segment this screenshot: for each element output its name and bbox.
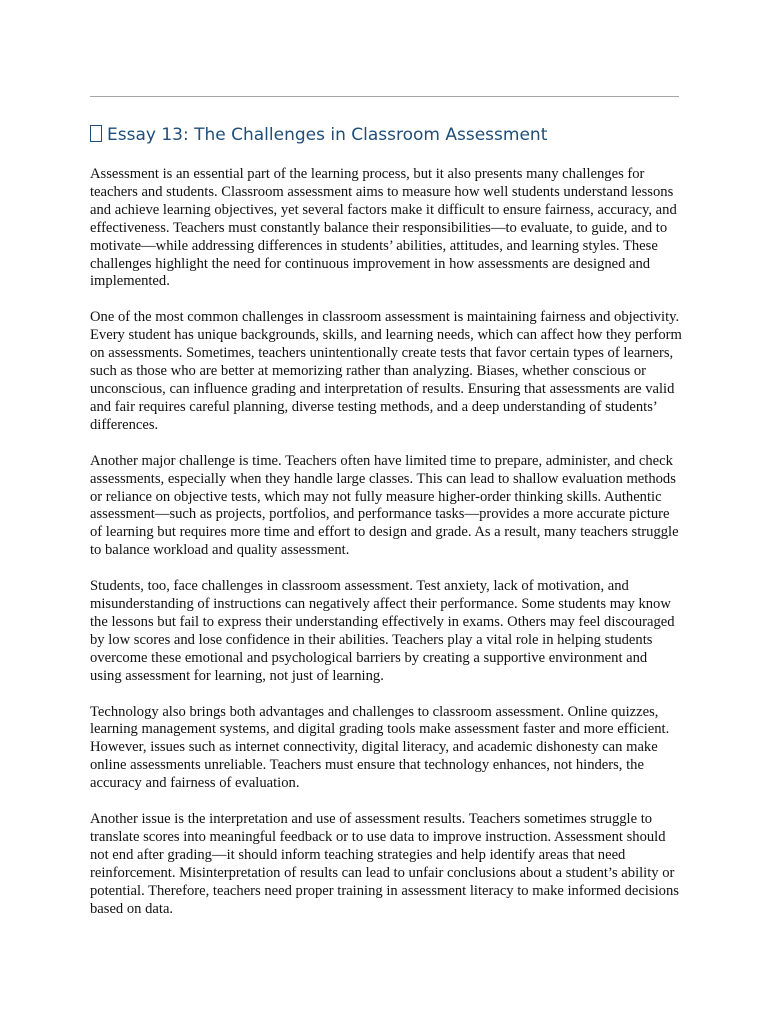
paragraph: Technology also brings both advantages and challenges to classroom assessment. Online quizzes, learning management systems, and digital grading tools make assessment faster and more efficient. However, issues such as internet connectivity, digital literacy, and academic dishonesty can make online assessments unreliable. Teachers must ensure that technology enhances, not hinders, the accuracy and fairness of evaluation. [90,703,670,792]
horizontal-rule [90,96,679,97]
paragraph: Students, too, face challenges in classroom assessment. Test anxiety, lack of motivation, and misunderstanding of instructions can negatively affect their performance. Some students may know the lessons but fail to express their understanding effectively in exams. Others may feel discouraged by low scores and lose confidence in their abilities. Teachers play a vital role in helping students overcome these emotional and psychological barriers by creating a supportive environment and using assessment for learning, not just of learning. [90,578,675,684]
paragraph: Assessment is an essential part of the learning process, but it also presents many challenges for teachers and students. Classroom assessment aims to measure how well students understand lessons and achieve learning objectives, yet several factors make it difficult to ensure fairness, accuracy, and effectiveness. Teachers must constantly balance their responsibilities—to evaluate, to guide, and to motivate—while addressing differences in students’ abilities, attitudes, and learning styles. These challenges highlight the need for continuous improvement in how assessments are designed and implemented. [90,166,677,290]
paragraph: Another issue is the interpretation and use of assessment results. Teachers sometimes struggle to translate scores into meaningful feedback or to use data to improve instruction. Assessment should not end after grading—it should inform teaching strategies and help identify areas that need reinforcement. Misinterpretation of results can lead to unfair conclusions about a student’s ability or potential. Therefore, teachers need proper training in assessment literacy to make informed decisions based on data. [90,811,679,917]
missing-glyph-icon [90,125,102,142]
essay-title-text: Essay 13: The Challenges in Classroom Assessment [107,125,548,145]
paragraph: Another major challenge is time. Teachers often have limited time to prepare, administer, and check assessments, especially when they handle large classes. This can lead to shallow evaluation methods or reliance on objective tests, which may not fully measure higher-order thinking skills. Authentic assessment—such as projects, portfolios, and performance tasks—provides a more accurate picture of learning but requires more time and effort to design and grade. As a result, many teachers struggle to balance workload and quality assessment. [90,452,679,559]
essay-body [90,166,682,937]
paragraph: One of the most common challenges in classroom assessment is maintaining fairness and objectivity. Every student has unique backgrounds, skills, and learning needs, which can affect how they perform on assessments. Sometimes, teachers unintentionally create tests that favor certain types of learners, such as those who are better at memorizing rather than analyzing. Biases, whether conscious or unconscious, can influence grading and interpretation of results. Ensuring that assessments are valid and fair requires careful planning, diverse testing methods, and a deep understanding of students’ differences. [90,309,682,433]
essay-title [90,123,690,147]
